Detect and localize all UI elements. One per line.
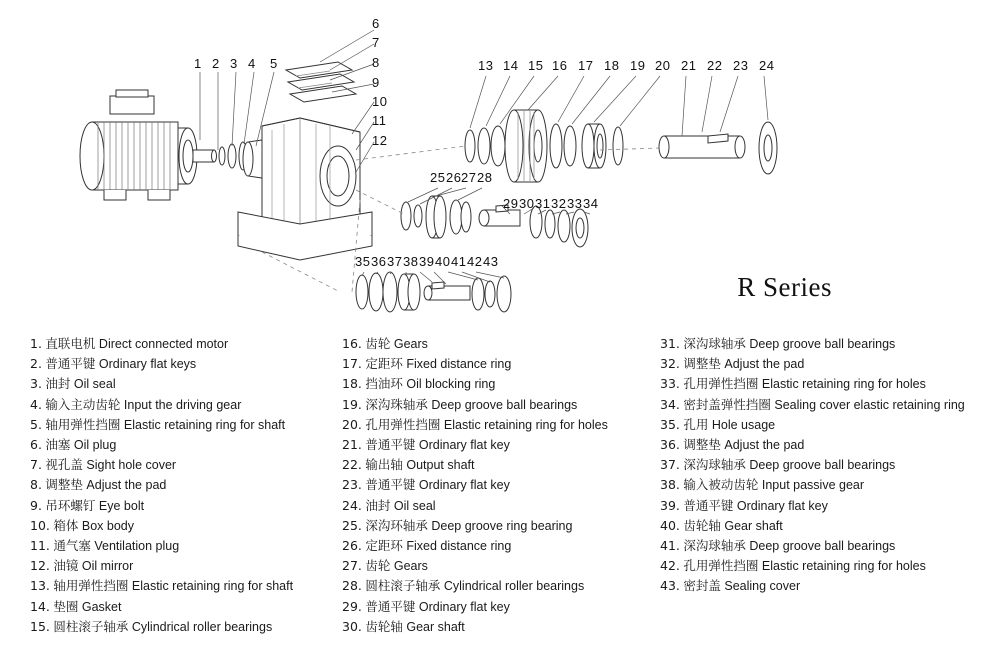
legend-column-3 bbox=[660, 334, 1000, 597]
list-item bbox=[30, 334, 350, 354]
list-item bbox=[660, 516, 1000, 536]
legend-text-cn: 齿轮 bbox=[365, 558, 391, 574]
legend-text-en: Ordinary flat key bbox=[418, 599, 510, 614]
callout-1: 1 bbox=[194, 56, 202, 71]
legend-text-cn: 26. bbox=[342, 538, 362, 554]
list-item bbox=[660, 354, 1000, 374]
legend-text-cn: 14. bbox=[30, 598, 50, 614]
legend-text-cn: 7. bbox=[30, 457, 42, 473]
legend-text-en: Adjust the pad bbox=[724, 438, 805, 453]
legend-text-en: Deep groove ring bearing bbox=[431, 518, 573, 533]
legend-text-en: Gasket bbox=[81, 599, 122, 614]
legend-text-cn: 调整垫 bbox=[683, 356, 721, 372]
legend-text-cn: 9. bbox=[30, 497, 42, 513]
list-item bbox=[342, 435, 662, 455]
list-item bbox=[660, 556, 1000, 576]
legend-text-en: Cylindrical roller bearings bbox=[443, 579, 585, 594]
list-item bbox=[342, 536, 662, 556]
legend-column-2 bbox=[342, 334, 662, 637]
legend-text-cn: 31. bbox=[660, 336, 680, 351]
legend-text-en: Deep groove ball bearings bbox=[749, 458, 896, 473]
legend-text-cn: 35. bbox=[660, 416, 680, 432]
callout-19: 19 bbox=[630, 58, 646, 73]
list-item bbox=[342, 395, 662, 415]
callout-27: 27 bbox=[461, 170, 477, 185]
legend-text-cn: 15. bbox=[30, 618, 50, 634]
callout-9: 9 bbox=[372, 75, 380, 90]
legend-text-cn: 深沟珠轴承 bbox=[365, 396, 428, 412]
callout-16: 16 bbox=[552, 58, 568, 73]
legend-text-cn: 输入被动齿轮 bbox=[683, 477, 759, 493]
legend-text-cn: 10. bbox=[30, 517, 50, 533]
motor-group bbox=[80, 90, 217, 200]
legend-text-en: Box body bbox=[81, 518, 134, 533]
legend-text-en: Gears bbox=[393, 337, 428, 351]
legend-text-en: Oil seal bbox=[73, 377, 116, 392]
legend-text-en: Gears bbox=[393, 559, 428, 574]
legend-text-cn: 22. bbox=[342, 457, 362, 473]
legend-text-cn: 油封 bbox=[45, 376, 71, 392]
callout-37: 37 bbox=[387, 254, 403, 269]
list-item bbox=[342, 597, 662, 617]
callout-30: 30 bbox=[519, 196, 535, 211]
legend-text-en: Gear shaft bbox=[406, 619, 465, 634]
callout-3: 3 bbox=[230, 56, 238, 71]
callout-18: 18 bbox=[604, 58, 620, 73]
list-item bbox=[30, 415, 350, 435]
legend-text-en: Deep groove ball bearings bbox=[431, 397, 578, 412]
callout-28: 28 bbox=[477, 170, 493, 185]
callout-20: 20 bbox=[655, 58, 671, 73]
legend-text-cn: 13. bbox=[30, 578, 50, 594]
legend-text-cn: 视孔盖 bbox=[45, 457, 83, 473]
legend-text-en: Gear shaft bbox=[724, 518, 783, 533]
legend-text-en: Fixed distance ring bbox=[406, 539, 512, 554]
legend-text-cn: 输出轴 bbox=[365, 457, 403, 473]
legend-text-cn: 37. bbox=[660, 457, 680, 473]
legend-text-cn: 油镜 bbox=[53, 558, 79, 574]
legend-text-cn: 齿轮轴 bbox=[683, 517, 721, 533]
list-item bbox=[660, 334, 1000, 354]
legend-text-cn: 1. bbox=[30, 336, 42, 351]
legend-text-cn: 6. bbox=[30, 437, 42, 453]
legend-text-cn: 3. bbox=[30, 376, 42, 392]
list-item bbox=[342, 415, 662, 435]
legend-text-cn: 孔用弹性挡圈 bbox=[683, 558, 759, 574]
legend-text-cn: 19. bbox=[342, 396, 362, 412]
legend-text-en: Ventilation plug bbox=[94, 539, 180, 554]
legend-text-en: Sight hole cover bbox=[86, 458, 177, 473]
legend-text-cn: 垫圈 bbox=[53, 598, 79, 614]
callout-10: 10 bbox=[372, 94, 388, 109]
legend-text-cn: 4. bbox=[30, 396, 42, 412]
callout-34: 34 bbox=[583, 196, 599, 211]
callout-32: 32 bbox=[551, 196, 567, 211]
legend-text-cn: 39. bbox=[660, 497, 680, 513]
list-item bbox=[342, 516, 662, 536]
legend-text-cn: 20. bbox=[342, 416, 362, 432]
legend-text-cn: 油塞 bbox=[45, 437, 71, 453]
legend-text-en: Output shaft bbox=[406, 458, 475, 473]
callout-12: 12 bbox=[372, 133, 388, 148]
list-item bbox=[30, 435, 350, 455]
legend-text-en: Fixed distance ring bbox=[406, 357, 512, 372]
legend-text-cn: 27. bbox=[342, 558, 362, 574]
list-item bbox=[30, 395, 350, 415]
list-item bbox=[660, 475, 1000, 495]
legend-text-en: Deep groove ball bearings bbox=[749, 539, 896, 554]
callout-43: 43 bbox=[483, 254, 499, 269]
legend-text-cn: 密封盖 bbox=[683, 578, 721, 594]
callout-25: 25 bbox=[430, 170, 446, 185]
legend-text-en: Ordinary flat key bbox=[736, 498, 828, 513]
list-item bbox=[342, 455, 662, 475]
legend-text-cn: 普通平键 bbox=[683, 497, 734, 513]
legend-text-cn: 43. bbox=[660, 578, 680, 594]
list-item bbox=[30, 617, 350, 637]
legend-text-cn: 普通平键 bbox=[365, 477, 416, 493]
callout-14: 14 bbox=[503, 58, 519, 73]
legend-text-en: Elastic retaining ring for holes bbox=[443, 417, 608, 432]
legend-text-cn: 5. bbox=[30, 416, 42, 432]
legend-text-en: Ordinary flat keys bbox=[98, 357, 197, 372]
legend-text-cn: 深沟球轴承 bbox=[683, 538, 746, 554]
legend-text-cn: 圆柱滚子轴承 bbox=[53, 618, 129, 634]
legend-text-en: Ordinary flat key bbox=[418, 478, 510, 493]
legend-text-cn: 圆柱滚子轴承 bbox=[365, 578, 441, 594]
legend-text-cn: 调整垫 bbox=[683, 437, 721, 453]
list-item bbox=[30, 556, 350, 576]
legend-text-cn: 41. bbox=[660, 538, 680, 554]
legend-text-cn: 23. bbox=[342, 477, 362, 493]
list-item bbox=[30, 354, 350, 374]
list-item bbox=[660, 435, 1000, 455]
list-item bbox=[342, 334, 662, 354]
list-item bbox=[30, 374, 350, 394]
callout-13: 13 bbox=[478, 58, 494, 73]
callout-15: 15 bbox=[528, 58, 544, 73]
callout-31: 31 bbox=[535, 196, 551, 211]
legend-text-cn: 33. bbox=[660, 376, 680, 392]
legend-text-cn: 25. bbox=[342, 517, 362, 533]
list-item bbox=[660, 415, 1000, 435]
list-item bbox=[660, 455, 1000, 475]
legend-text-cn: 箱体 bbox=[53, 517, 79, 533]
callout-36: 36 bbox=[371, 254, 387, 269]
list-item bbox=[660, 496, 1000, 516]
legend-text-en: Adjust the pad bbox=[86, 478, 167, 493]
legend-text-en: Ordinary flat key bbox=[418, 438, 510, 453]
legend-text-cn: 齿轮 bbox=[365, 336, 391, 351]
legend-text-cn: 21. bbox=[342, 437, 362, 453]
legend-text-cn: 2. bbox=[30, 356, 42, 372]
legend-text-cn: 定距环 bbox=[365, 356, 403, 372]
list-item bbox=[660, 576, 1000, 596]
legend-text-cn: 普通平键 bbox=[45, 356, 96, 372]
legend-text-cn: 孔用弹性挡圈 bbox=[683, 376, 759, 392]
list-item bbox=[660, 536, 1000, 556]
legend-text-cn: 齿轮轴 bbox=[365, 618, 403, 634]
legend-text-cn: 轴用弹性挡圈 bbox=[45, 416, 121, 432]
legend-text-cn: 8. bbox=[30, 477, 42, 493]
legend-text-cn: 42. bbox=[660, 558, 680, 574]
legend-text-cn: 34. bbox=[660, 396, 680, 412]
legend-text-en: Oil plug bbox=[73, 438, 117, 453]
list-item bbox=[342, 576, 662, 596]
legend-text-cn: 40. bbox=[660, 517, 680, 533]
legend-text-cn: 普通平键 bbox=[365, 598, 416, 614]
legend-text-cn: 通气塞 bbox=[53, 538, 91, 554]
list-item bbox=[30, 516, 350, 536]
legend-text-en: Elastic retaining ring for shaft bbox=[123, 417, 286, 432]
list-item bbox=[660, 374, 1000, 394]
callout-23: 23 bbox=[733, 58, 749, 73]
callout-24: 24 bbox=[759, 58, 775, 73]
legend-text-cn: 28. bbox=[342, 578, 362, 594]
list-item bbox=[342, 475, 662, 495]
list-item bbox=[30, 475, 350, 495]
legend-text-en: Hole usage bbox=[711, 417, 776, 432]
legend-text-cn: 30. bbox=[342, 618, 362, 634]
callout-38: 38 bbox=[403, 254, 419, 269]
legend-text-cn: 16. bbox=[342, 336, 362, 351]
list-item bbox=[30, 536, 350, 556]
legend-text-cn: 定距环 bbox=[365, 538, 403, 554]
callout-17: 17 bbox=[578, 58, 594, 73]
list-item bbox=[30, 496, 350, 516]
callout-42: 42 bbox=[467, 254, 483, 269]
list-item bbox=[30, 455, 350, 475]
legend-column-1 bbox=[30, 334, 350, 637]
right-parts-row bbox=[465, 110, 777, 182]
legend-text-en: Cylindrical roller bearings bbox=[131, 619, 273, 634]
callout-2: 2 bbox=[212, 56, 220, 71]
legend-text-en: Adjust the pad bbox=[724, 357, 805, 372]
list-item bbox=[342, 556, 662, 576]
callout-7: 7 bbox=[372, 35, 380, 50]
legend-text-cn: 轴用弹性挡圈 bbox=[53, 578, 129, 594]
callout-11: 11 bbox=[372, 113, 387, 128]
callout-33: 33 bbox=[567, 196, 583, 211]
legend-text-cn: 17. bbox=[342, 356, 362, 372]
callout-40: 40 bbox=[435, 254, 451, 269]
legend-text-en: Elastic retaining ring for holes bbox=[761, 377, 926, 392]
list-item bbox=[342, 496, 662, 516]
legend-text-en: Elastic retaining ring for holes bbox=[761, 559, 926, 574]
callout-4: 4 bbox=[248, 56, 256, 71]
legend-text-cn: 直联电机 bbox=[45, 336, 96, 351]
callout-35: 35 bbox=[355, 254, 371, 269]
legend-text-cn: 18. bbox=[342, 376, 362, 392]
legend-text-en: Oil seal bbox=[393, 498, 436, 513]
legend-text-en: Direct connected motor bbox=[98, 337, 229, 351]
legend-text-cn: 挡油环 bbox=[365, 376, 403, 392]
list-item bbox=[342, 374, 662, 394]
callout-29: 29 bbox=[503, 196, 519, 211]
callout-22: 22 bbox=[707, 58, 723, 73]
legend-text-cn: 普通平键 bbox=[365, 437, 416, 453]
legend-text-cn: 输入主动齿轮 bbox=[45, 396, 121, 412]
callout-41: 41 bbox=[451, 254, 467, 269]
legend-text-cn: 11. bbox=[30, 538, 50, 554]
list-item bbox=[660, 395, 1000, 415]
page-title: R Series bbox=[737, 272, 832, 302]
legend-text-cn: 38. bbox=[660, 477, 680, 493]
legend-text-cn: 孔用 bbox=[683, 416, 709, 432]
callout-6: 6 bbox=[372, 16, 380, 31]
legend-text-en: Oil mirror bbox=[81, 559, 134, 574]
legend-text-cn: 调整垫 bbox=[45, 477, 83, 493]
callout-39: 39 bbox=[419, 254, 435, 269]
list-item bbox=[342, 617, 662, 637]
legend-text-en: Sealing cover elastic retaining ring bbox=[774, 397, 965, 412]
legend-text-cn: 油封 bbox=[365, 497, 391, 513]
legend-text-en: Input the driving gear bbox=[123, 397, 242, 412]
legend-text-en: Sealing cover bbox=[724, 579, 801, 594]
callout-26: 26 bbox=[446, 170, 462, 185]
callout-21: 21 bbox=[681, 58, 697, 73]
legend-text-cn: 29. bbox=[342, 598, 362, 614]
legend-text-cn: 24. bbox=[342, 497, 362, 513]
legend-text-en: Eye bolt bbox=[98, 498, 145, 513]
legend-text-en: Elastic retaining ring for shaft bbox=[131, 579, 294, 594]
legend-text-cn: 12. bbox=[30, 558, 50, 574]
legend-text-cn: 深沟球轴承 bbox=[683, 336, 746, 351]
bottom-parts-row bbox=[356, 272, 511, 312]
legend-text-cn: 密封盖弹性挡圈 bbox=[683, 396, 771, 412]
list-item bbox=[30, 597, 350, 617]
legend-text-en: Deep groove ball bearings bbox=[749, 337, 896, 351]
list-item bbox=[342, 354, 662, 374]
legend-text-cn: 深沟球轴承 bbox=[683, 457, 746, 473]
legend-text-cn: 吊环螺钉 bbox=[45, 497, 96, 513]
legend-text-en: Input passive gear bbox=[761, 478, 865, 493]
legend-text-cn: 孔用弹性挡圈 bbox=[365, 416, 441, 432]
legend-text-en: Oil blocking ring bbox=[406, 377, 496, 392]
list-item bbox=[30, 576, 350, 596]
parts-legend bbox=[0, 334, 1000, 658]
legend-text-cn: 深沟环轴承 bbox=[365, 517, 428, 533]
gearbox-housing-group bbox=[238, 62, 372, 260]
callout-5: 5 bbox=[270, 56, 278, 71]
legend-text-cn: 32. bbox=[660, 356, 680, 372]
callout-8: 8 bbox=[372, 55, 380, 70]
legend-text-cn: 36. bbox=[660, 437, 680, 453]
